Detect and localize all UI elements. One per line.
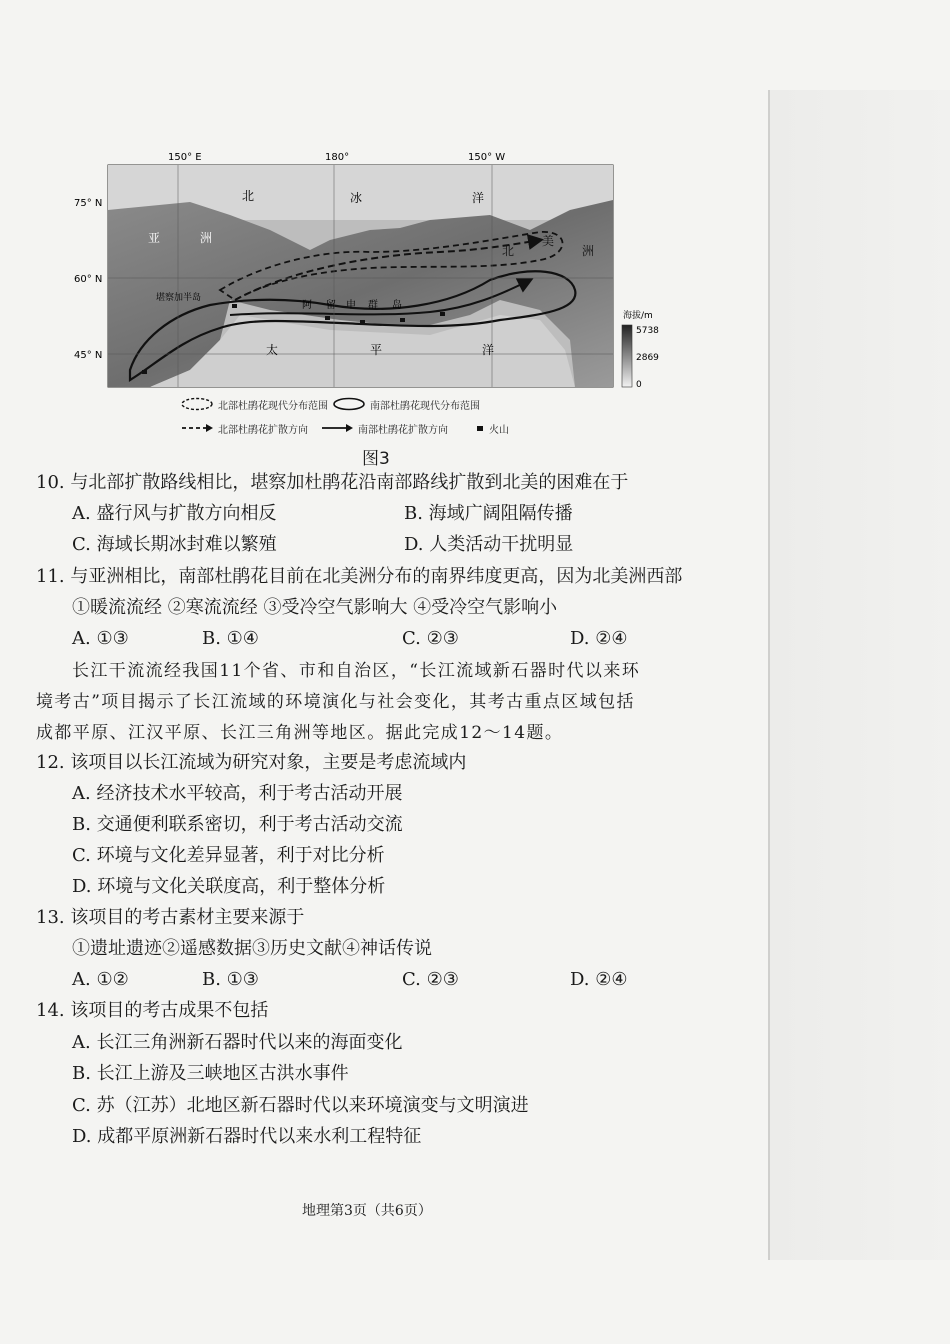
option: A. ①② [72, 969, 129, 990]
elevation-tick: 2869 [636, 353, 659, 363]
pacific-label: 太 [266, 343, 279, 357]
dashed-ellipse-icon [180, 397, 214, 411]
option: C. ②③ [402, 969, 459, 990]
passage-line: 长江干流流经我国11个省、市和自治区，“长江流域新石器时代以来环 [72, 661, 641, 681]
option: B. 长江上游及三峡地区古洪水事件 [72, 1063, 349, 1084]
passage-line: 成都平原、江汉平原、长江三角洲等地区。据此完成12～14题。 [36, 723, 564, 743]
aleutian-label: 阿 [302, 300, 312, 311]
option: B. 海域广阔阻隔传播 [404, 503, 573, 524]
option: D. 人类活动干扰明显 [404, 534, 574, 555]
dashed-arrow-icon [180, 422, 214, 434]
question-stem: 12. 该项目以长江流域为研究对象，主要是考虑流域内 [36, 752, 467, 773]
elevation-tick: 5738 [636, 326, 659, 336]
legend-label: 北部杜鹃花扩散方向 [218, 424, 308, 436]
legend-label: 北部杜鹃花现代分布范围 [218, 400, 328, 412]
aleutian-label: 群 [368, 300, 378, 311]
lat-label: 75° N [74, 198, 103, 209]
legend-north-dir [180, 420, 308, 436]
lon-label: 150° W [468, 152, 506, 163]
option: C. ②③ [402, 628, 459, 649]
lon-label: 180° [325, 152, 350, 163]
figure-map [70, 140, 700, 460]
question-subitems: ①暖流流经 ②寒流流经 ③受冷空气影响大 ④受冷空气影响小 [72, 597, 558, 618]
asia-label: 亚 [148, 231, 161, 245]
legend-label: 南部杜鹃花现代分布范围 [370, 400, 480, 412]
legend-label: 火山 [489, 424, 509, 436]
option: D. 环境与文化关联度高，利于整体分析 [72, 876, 386, 897]
option: D. ②④ [570, 628, 628, 649]
elevation-tick: 0 [636, 380, 642, 390]
question-subitems: ①遗址遗迹②遥感数据③历史文献④神话传说 [72, 938, 432, 959]
pacific-label: 洋 [482, 343, 495, 357]
lat-label: 45° N [74, 350, 103, 361]
passage-line: 境考古”项目揭示了长江流域的环境演化与社会变化，其考古重点区域包括 [36, 692, 635, 712]
aleutian-label: 岛 [392, 300, 402, 311]
arctic-label: 北 [242, 189, 255, 203]
na-label: 洲 [582, 244, 595, 258]
scan-margin [770, 90, 950, 1260]
option: B. ①③ [202, 969, 259, 990]
legend-south-range [332, 396, 480, 412]
legend-south-dir [320, 420, 448, 436]
option: B. 交通便利联系密切，利于考古活动交流 [72, 814, 403, 835]
option: D. 成都平原洲新石器时代以来水利工程特征 [72, 1126, 422, 1147]
pacific-label: 平 [370, 343, 383, 357]
map-svg [70, 140, 700, 460]
arctic-label: 洋 [472, 191, 485, 205]
aleutian-label: 申 [346, 300, 356, 311]
option: D. ②④ [570, 969, 628, 990]
question-stem: 10. 与北部扩散路线相比，堪察加杜鹃花沿南部路线扩散到北美的困难在于 [36, 472, 629, 493]
aleutian-label: 留 [326, 300, 336, 311]
legend-north-range [180, 396, 328, 412]
option: A. 经济技术水平较高，利于考古活动开展 [72, 783, 403, 804]
arctic-label: 冰 [350, 191, 363, 205]
lon-label: 150° E [168, 152, 202, 163]
elevation-title: 海拔/m [623, 311, 653, 321]
option: C. 海域长期冰封难以繁殖 [72, 534, 277, 555]
option: C. 环境与文化差异显著，利于对比分析 [72, 845, 385, 866]
option: A. ①③ [72, 628, 129, 649]
legend-volcano [475, 420, 509, 436]
figure-caption: 图3 [362, 449, 390, 469]
na-label: 美 [542, 234, 555, 248]
page-footer: 地理第3页（共6页） [302, 1203, 432, 1219]
page-edge [768, 90, 770, 1260]
question-stem: 11. 与亚洲相比，南部杜鹃花目前在北美洲分布的南界纬度更高，因为北美洲西部 [36, 566, 683, 587]
elevation-bar [622, 325, 632, 387]
option: A. 盛行风与扩散方向相反 [72, 503, 277, 524]
option: C. 苏（江苏）北地区新石器时代以来环境演变与文明演进 [72, 1095, 529, 1116]
na-label: 北 [502, 244, 515, 258]
question-stem: 14. 该项目的考古成果不包括 [36, 1000, 269, 1021]
solid-ellipse-icon [332, 397, 366, 411]
asia-label: 洲 [200, 231, 213, 245]
legend-label: 南部杜鹃花扩散方向 [358, 424, 448, 436]
question-stem: 13. 该项目的考古素材主要来源于 [36, 907, 305, 928]
option: B. ①④ [202, 628, 259, 649]
volcano-icon [475, 422, 485, 434]
solid-arrow-icon [320, 422, 354, 434]
option: A. 长江三角洲新石器时代以来的海面变化 [72, 1032, 403, 1053]
kamchatka-label: 堪察加半岛 [156, 293, 202, 303]
lat-label: 60° N [74, 274, 103, 285]
